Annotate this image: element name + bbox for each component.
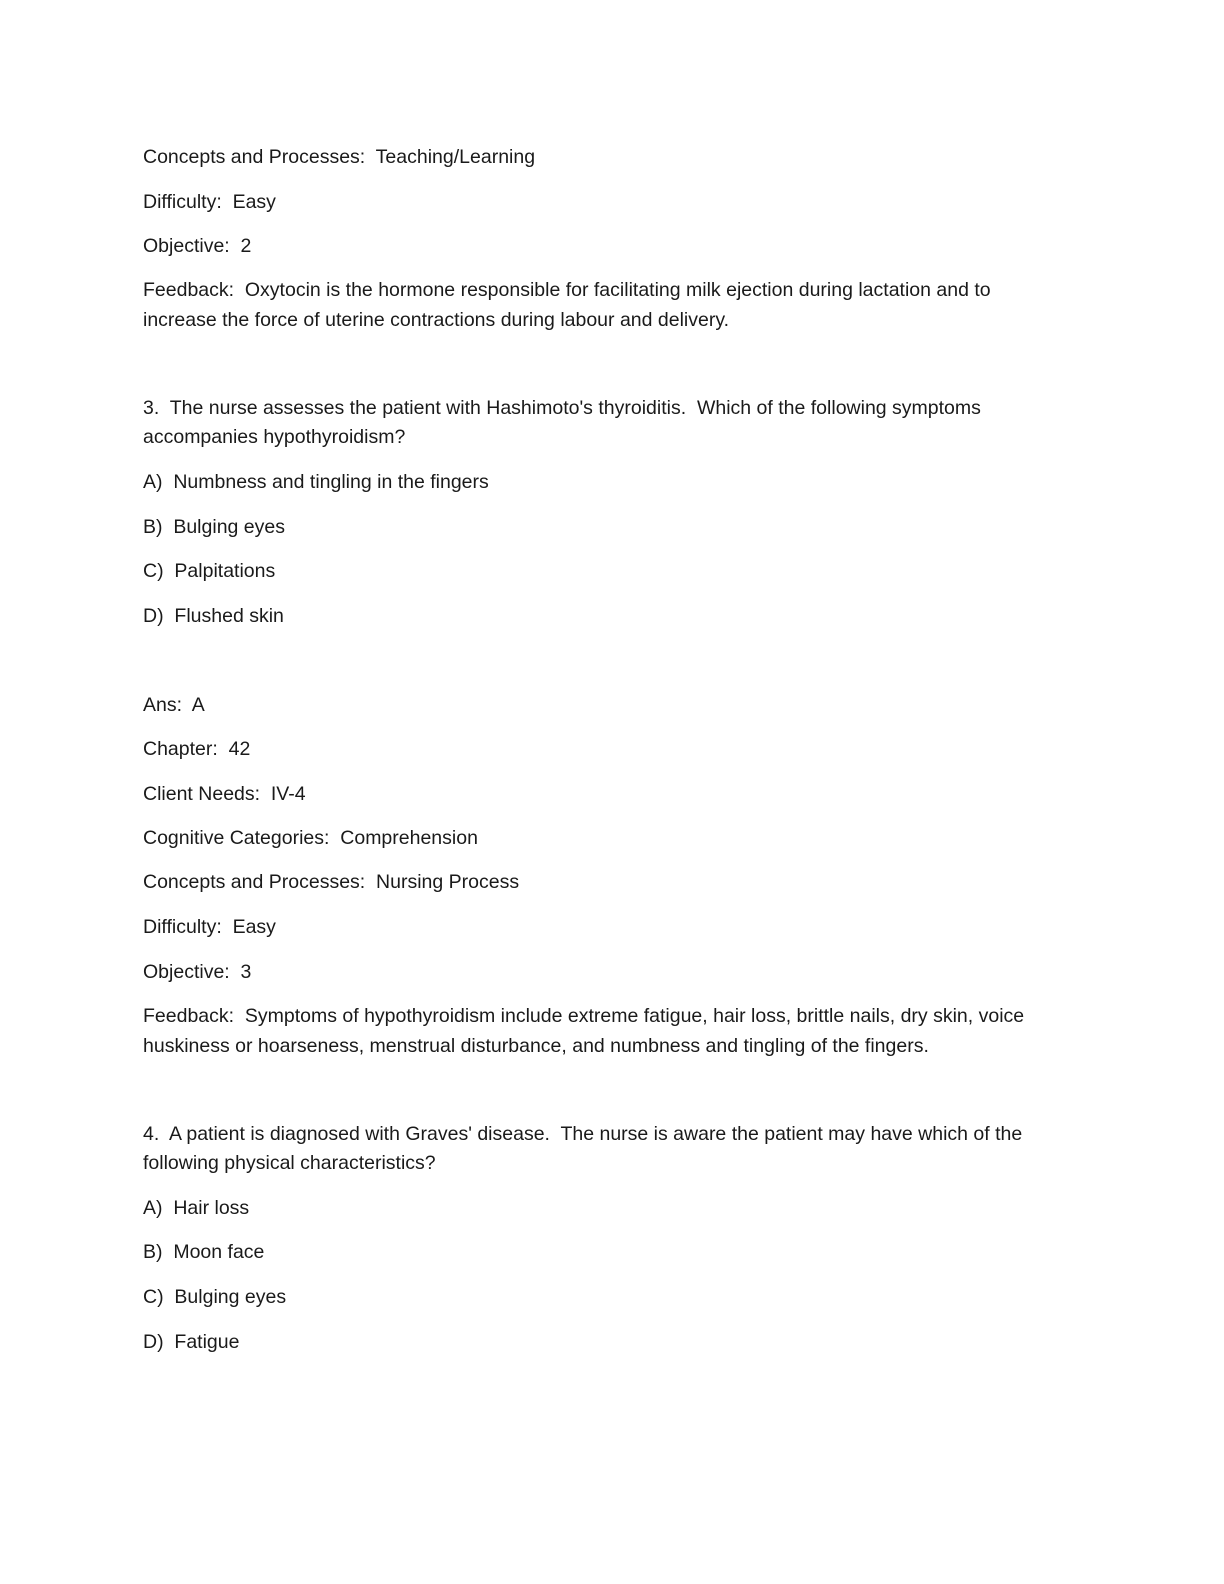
q3-cognitive: Cognitive Categories: Comprehension [143, 827, 478, 849]
q3-chapter: Chapter: 42 [143, 738, 251, 760]
q4-question-line2: following physical characteristics? [143, 1152, 436, 1174]
q2-difficulty: Difficulty: Easy [143, 191, 276, 213]
q3-option-c: C) Palpitations [143, 560, 276, 582]
q3-answer: Ans: A [143, 694, 205, 716]
q3-concepts: Concepts and Processes: Nursing Process [143, 871, 520, 893]
q3-option-d: D) Flushed skin [143, 605, 284, 627]
q4-option-d: D) Fatigue [143, 1331, 240, 1353]
q4-option-b: B) Moon face [143, 1241, 265, 1263]
q3-question-line2: accompanies hypothyroidism? [143, 426, 406, 448]
q3-client-needs: Client Needs: IV-4 [143, 783, 306, 805]
q3-feedback-line1: Feedback: Symptoms of hypothyroidism include extreme fatigue, hair loss, brittle nails, dry skin, voice [143, 1005, 1025, 1027]
q4-option-a: A) Hair loss [143, 1197, 250, 1219]
q4-question-line1: 4. A patient is diagnosed with Graves' disease. The nurse is aware the patient may have which of the [143, 1123, 1023, 1145]
q4-option-c: C) Bulging eyes [143, 1286, 287, 1308]
q3-difficulty: Difficulty: Easy [143, 916, 276, 938]
document-page [143, 0, 1083, 1584]
q3-option-a: A) Numbness and tingling in the fingers [143, 471, 489, 493]
q2-concepts: Concepts and Processes: Teaching/Learning [143, 146, 536, 168]
q3-objective: Objective: 3 [143, 961, 252, 983]
q3-question-line1: 3. The nurse assesses the patient with Hashimoto's thyroiditis. Which of the following symptoms [143, 397, 981, 419]
q3-feedback-line2: huskiness or hoarseness, menstrual disturbance, and numbness and tingling of the fingers. [143, 1035, 929, 1057]
q2-feedback-line1: Feedback: Oxytocin is the hormone responsible for facilitating milk ejection during lactation and to [143, 279, 991, 301]
q2-objective: Objective: 2 [143, 235, 252, 257]
q2-feedback-line2: increase the force of uterine contractions during labour and delivery. [143, 309, 730, 331]
q3-option-b: B) Bulging eyes [143, 516, 285, 538]
